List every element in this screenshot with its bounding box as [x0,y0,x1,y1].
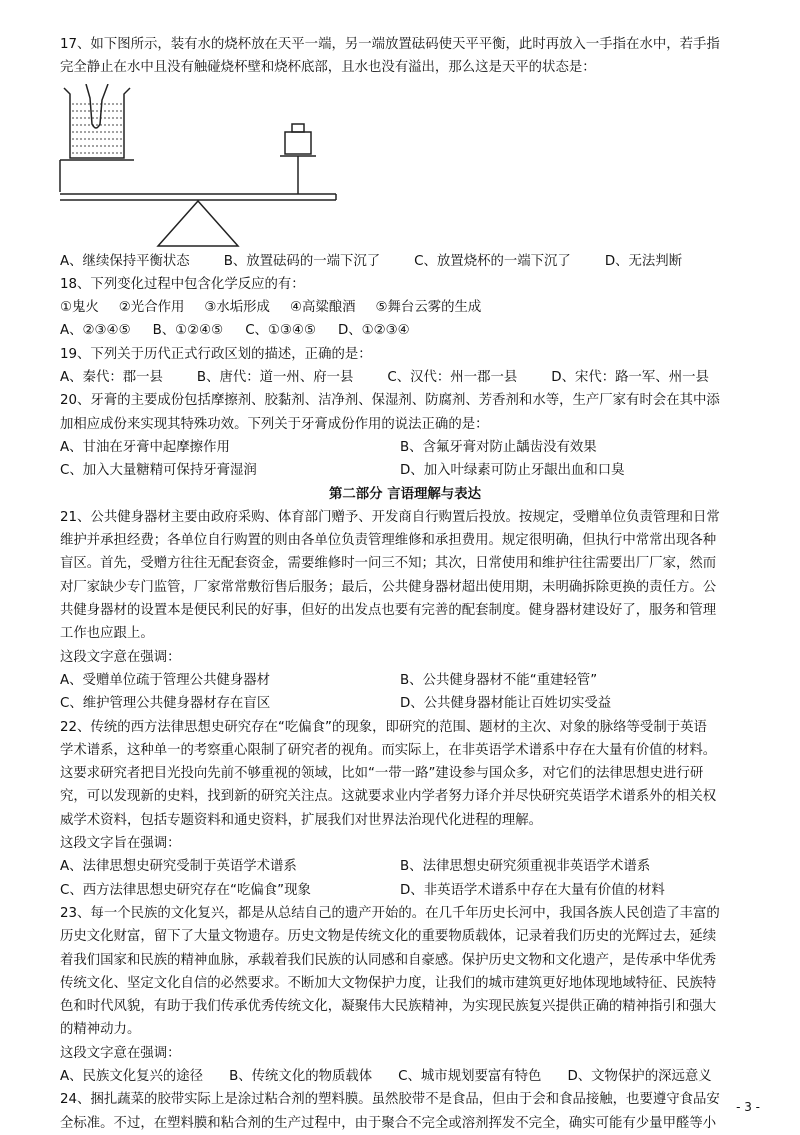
option-a[interactable]: A、甘油在牙膏中起摩擦作用 [60,439,230,455]
fulcrum-triangle [158,201,238,246]
option-a[interactable]: A、秦代：郡一县 [60,370,163,386]
passage-line: 21、公共健身器材主要由政府采购、体育部门赠予、开发商自行购置后投放。按规定，受赠单位负责管理和日常 [60,509,720,525]
balance-scale-diagram [58,84,358,250]
weight-block [285,132,311,154]
passage-line: 共健身器材的设置本是便民利民的好事，但好的出发点也要有完善的配套制度。健身器材建设好了，服务和管理 [60,603,717,619]
passage-line: 学术谱系，这种单一的考察重心限制了研究者的视角。而实际上，在非英语学术谱系中存在大量有价值的材料。 [60,742,717,758]
option-c[interactable]: C、维护管理公共健身器材存在盲区 [60,696,271,712]
option-d[interactable]: D、无法判断 [604,253,683,269]
passage-line: 维护并承担经费；各单位自行购置的则由各单位负责管理维修和承担费用。规定很明确，但执行中常常出现各种 [60,533,717,549]
option-a[interactable]: A、法律思想史研究受制于英语学术谱系 [60,859,297,875]
passage-line: 工作也应跟上。 [60,626,154,642]
option-c[interactable]: C、①③④⑤ [245,323,316,339]
options-grid [60,855,750,902]
option-b[interactable]: B、公共健身器材不能“重建轻管” [400,672,598,688]
question-stem: 加相应成份来实现其特殊功效。下列关于牙膏成份作用的说法正确的是： [60,416,489,432]
option-d[interactable]: D、公共健身器材能让百姓切实受益 [400,696,612,712]
question-19 [60,343,750,390]
options-row [60,319,750,342]
question-24 [60,1088,750,1135]
page-content [60,33,750,1135]
passage-line: 23、每一个民族的文化复兴，都是从总结自己的遗产开始的。在几千年历史长河中，我国各族人民创造了丰富的 [60,905,720,921]
options-row [60,366,750,389]
options-row [60,250,750,273]
option-a[interactable]: A、继续保持平衡状态 [60,253,190,269]
question-22 [60,716,750,902]
item-list [60,296,750,319]
question-stem: 完全静止在水中且没有触碰烧杯壁和烧杯底部，且水也没有溢出，那么这是天平的状态是： [60,60,596,76]
option-c[interactable]: C、放置烧杯的一端下沉了 [414,253,571,269]
option-b[interactable]: B、传统文化的物质载体 [229,1068,373,1084]
question-17 [60,33,750,273]
item-2: ②光合作用 [118,300,185,316]
question-prompt: 这段文字旨在强调： [60,836,181,852]
question-stem: 19、下列关于历代正式行政区划的描述，正确的是： [60,346,372,362]
option-b[interactable]: B、法律思想史研究须重视非英语学术谱系 [400,859,651,875]
option-b[interactable]: B、唐代：道一州、府一县 [196,370,354,386]
option-a[interactable]: A、受赠单位疏于管理公共健身器材 [60,672,271,688]
option-c[interactable]: C、汉代：州一郡一县 [387,370,518,386]
option-b[interactable]: B、含氟牙膏对防止龋齿没有效果 [400,439,597,455]
passage-line: 这要求研究者把目光投向先前不够重视的领域，比如“一带一路”建设参与国众多，对它们的法律思想史进行研 [60,766,704,782]
options-row [60,1065,750,1088]
question-stem: 17、如下图所示，装有水的烧杯放在天平一端，另一端放置砝码使天平平衡，此时再放入一手指在水中，若手指 [60,37,720,52]
passage-line: 威学术资料，包括专题资料和通史资料，扩展我们对世界法治现代化进程的理解。 [60,812,543,828]
option-d[interactable]: D、非英语学术谱系中存在大量有价值的材料 [400,882,665,898]
item-5: ⑤舞台云雾的生成 [375,300,482,316]
question-18 [60,273,750,343]
options-grid [60,669,750,716]
option-c[interactable]: C、西方法律思想史研究存在“吃偏食”现象 [60,882,311,898]
question-stem: 18、下列变化过程中包含化学反应的有： [60,276,305,292]
passage-line: 究，可以发现新的史料，找到新的研究关注点。这就要求业内学者努力译介并尽快研究英语学术谱系外的相关权 [60,789,717,805]
passage-line: 的精神动力。 [60,1022,141,1038]
options-grid [60,436,750,483]
page-number: - 3 - [736,1100,760,1114]
passage-line: 盲区。首先，受赠方往往无配套资金，需要维修时一问三不知；其次，日常使用和维护往往需要出厂厂家，然而 [60,556,717,572]
passage-line: 全标准。不过，在塑料膜和粘合剂的生产过程中，由于聚合不完全或溶剂挥发不完全，确实可能有少量甲醛等小 [60,1115,717,1131]
option-d[interactable]: D、①②③④ [337,323,410,339]
passage-line: 对厂家缺少专门监管，厂家常常敷衍售后服务；最后，公共健身器材超出使用期，未明确拆除更换的责任方。公 [60,579,717,595]
item-4: ④高粱酿酒 [289,300,356,316]
question-23 [60,902,750,1088]
question-21 [60,506,750,716]
passage-line: 24、捆扎蔬菜的胶带实际上是涂过粘合剂的塑料膜。虽然胶带不是食品，但由于会和食品接触，也要遵守食品安 [60,1092,720,1108]
option-d[interactable]: D、文物保护的深远意义 [567,1068,712,1084]
option-c[interactable]: C、城市规划要富有特色 [398,1068,542,1084]
beaker-outline [64,88,130,158]
option-a[interactable]: A、民族文化复兴的途径 [60,1068,204,1084]
passage-line: 着我们国家和民族的精神血脉，承载着我们民族的认同感和自豪感。保护历史文物和文化遗产，是传承中华优秀 [60,952,717,968]
option-d[interactable]: D、加入叶绿素可防止牙龈出血和口臭 [400,463,625,479]
option-b[interactable]: B、放置砝码的一端下沉了 [223,253,381,269]
passage-line: 22、传统的西方法律思想史研究存在“吃偏食”的现象，即研究的范围、题材的主次、对象的脉络等受制于英语 [60,719,707,735]
passage-line: 传统文化、坚定文化自信的必然要求。不断加大文物保护力度，让我们的城市建筑更好地体现地域特征、民族特 [60,975,717,991]
balance-figure [60,80,750,250]
question-20 [60,389,750,482]
option-a[interactable]: A、②③④⑤ [60,323,131,339]
option-b[interactable]: B、①②④⑤ [152,323,224,339]
question-stem: 20、牙膏的主要成份包括摩擦剂、胶黏剂、洁净剂、保湿剂、防腐剂、芳香剂和水等，生产厂家有时会在其中添 [60,393,720,409]
item-3: ③水垢形成 [204,300,270,316]
section-title: 第二部分 言语理解与表达 [329,486,481,502]
option-d[interactable]: D、宋代：路一军、州一县 [551,370,709,386]
passage-line: 色和时代风貌，有助于我们传承优秀传统文化，凝聚伟大民族精神，为实现民族复兴提供正确的精神指引和强大 [60,999,717,1015]
question-prompt: 这段文字意在强调： [60,649,181,665]
question-prompt: 这段文字意在强调： [60,1045,181,1061]
option-c[interactable]: C、加入大量糖精可保持牙膏湿润 [60,463,257,479]
finger-outline [86,84,108,128]
passage-line: 历史文化财富，留下了大量文物遗存。历史文物是传统文化的重要物质载体，记录着我们历史的光辉过去，延续 [60,929,717,945]
item-1: ①鬼火 [60,300,99,316]
